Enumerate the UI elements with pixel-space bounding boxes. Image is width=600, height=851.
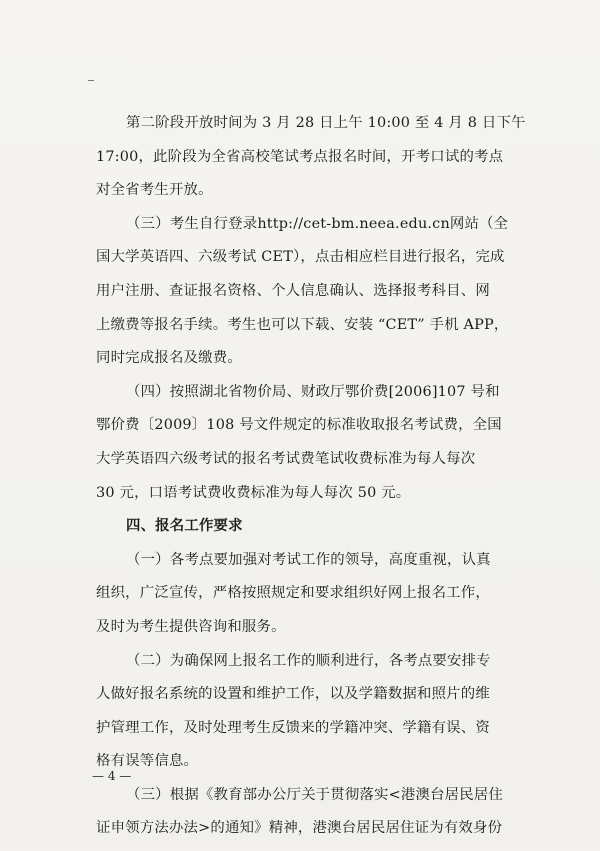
text-line: 证申领方法办法>的通知》精神，港澳台居民居住证为有效身份 [96,820,503,837]
text-line: 同时完成报名及缴费。 [96,350,242,367]
section-heading: 四、报名工作要求 [126,518,243,535]
page-number: — 4 — [92,769,132,783]
text-line: 鄂价费〔2009〕108 号文件规定的标准收取报名考试费，全国 [96,417,502,434]
text-line: （二）为确保网上报名工作的顺利进行，各考点要安排专 [126,652,491,669]
text-line: 及时为考生提供咨询和服务。 [96,618,286,635]
text-line: 组织，广泛宣传，严格按照规定和要求组织好网上报名工作， [96,585,490,602]
text-line: 对全省考生开放。 [96,182,213,199]
text-line: （四）按照湖北省物价局、财政厅鄂价费[2006]107 号和 [126,383,500,400]
text-line: 第二阶段开放时间为 3 月 28 日上午 10:00 至 4 月 8 日下午 [126,115,526,131]
text-line: 国大学英语四、六级考试 CET），点击相应栏目进行报名，完成 [96,249,505,266]
text-line: 用户注册、查证报名资格、个人信息确认、选择报考科目、网 [96,282,490,299]
scan-mark [88,80,94,81]
document-body [96,112,536,851]
text-line: 人做好报名系统的设置和维护工作，以及学籍数据和照片的维 [96,686,490,703]
text-line: 格有误等信息。 [96,753,199,770]
text-line: 30 元，口语考试费收费标准为每人每次 50 元。 [96,484,411,501]
text-line: （一）各考点要加强对考试工作的领导，高度重视，认真 [126,551,491,568]
text-line: （三）考生自行登录http://cet-bm.neea.edu.cn网站（全 [126,215,509,232]
text-line: 上缴费等报名手续。考生也可以下载、安装 “CET” 手机 APP， [96,316,509,333]
text-line: 17:00，此阶段为全省高校笔试考点报名时间，开考口试的考点 [96,148,504,165]
text-line: （三）根据《教育部办公厅关于贯彻落实<港澳台居民居住 [126,786,504,803]
text-line: 大学英语四六级考试的报名考试费笔试收费标准为每人每次 [96,450,476,467]
text-line: 护管理工作，及时处理考生反馈来的学籍冲突、学籍有误、资 [96,719,490,736]
